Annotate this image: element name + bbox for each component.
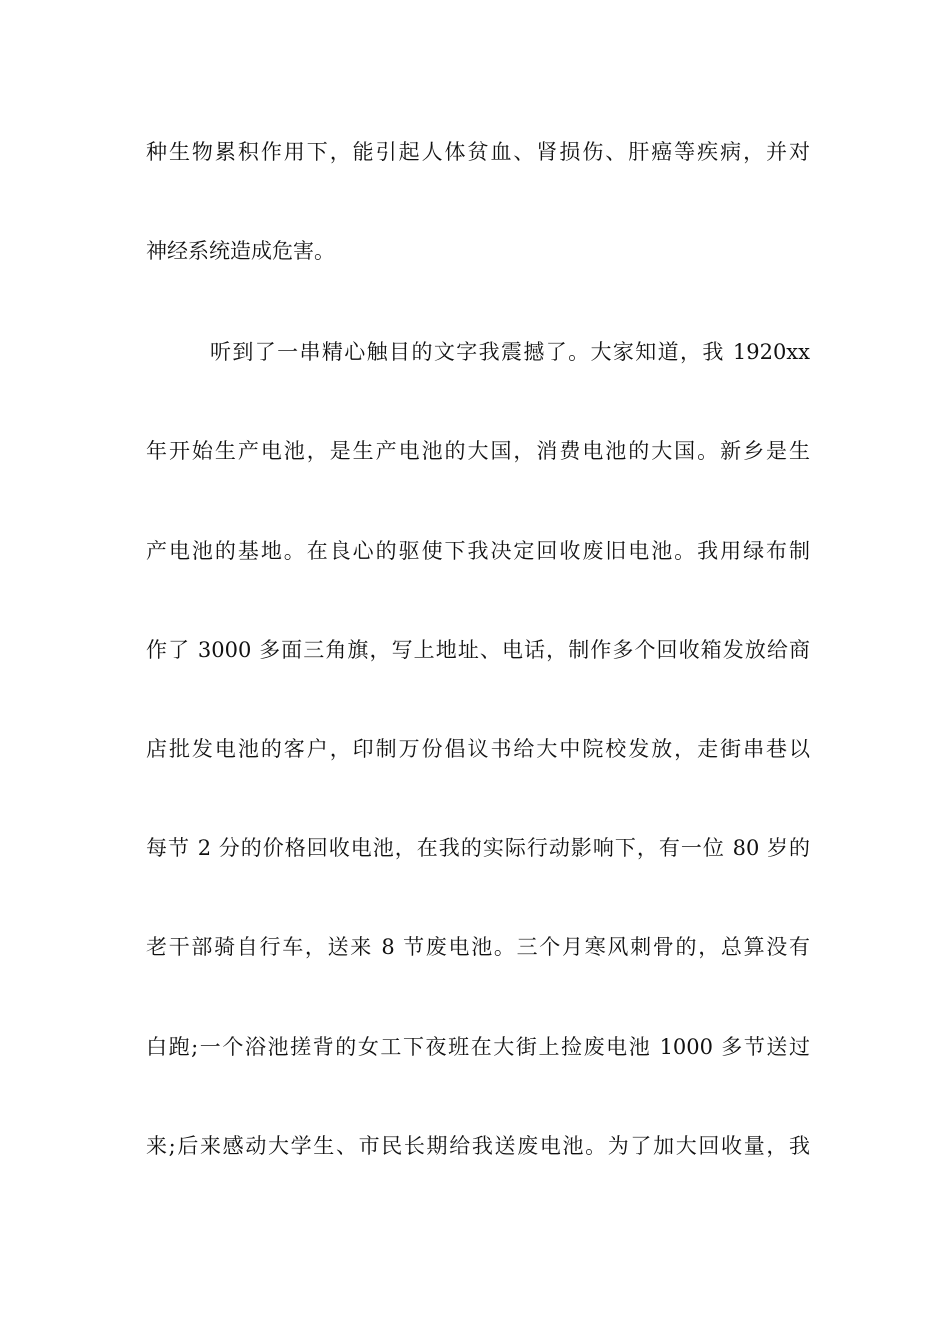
text-line-4: 年开始生产电池，是生产电池的大国，消费电池的大国。新乡是生 bbox=[146, 439, 810, 463]
text-line-9: 老干部骑自行车，送来 8 节废电池。三个月寒风刺骨的，总算没有 bbox=[146, 935, 810, 959]
text-line-5: 产电池的基地。在良心的驱使下我决定回收废旧电池。我用绿布制 bbox=[146, 539, 810, 563]
text-line-6: 作了 3000 多面三角旗，写上地址、电话，制作多个回收箱发放给商 bbox=[146, 638, 810, 662]
text-line-2: 神经系统造成危害。 bbox=[146, 239, 335, 263]
text-line-8: 每节 2 分的价格回收电池，在我的实际行动影响下，有一位 80 岁的 bbox=[146, 836, 810, 860]
text-line-3: 听到了一串精心触目的文字我震撼了。大家知道，我 1920xx bbox=[210, 340, 810, 364]
text-line-11: 来;后来感动大学生、市民长期给我送废电池。为了加大回收量，我 bbox=[146, 1134, 810, 1158]
text-line-1: 种生物累积作用下，能引起人体贫血、肾损伤、肝癌等疾病，并对 bbox=[146, 140, 810, 164]
text-line-7: 店批发电池的客户，印制万份倡议书给大中院校发放，走街串巷以 bbox=[146, 737, 810, 761]
text-line-10: 白跑;一个浴池搓背的女工下夜班在大街上捡废电池 1000 多节送过 bbox=[146, 1035, 810, 1059]
